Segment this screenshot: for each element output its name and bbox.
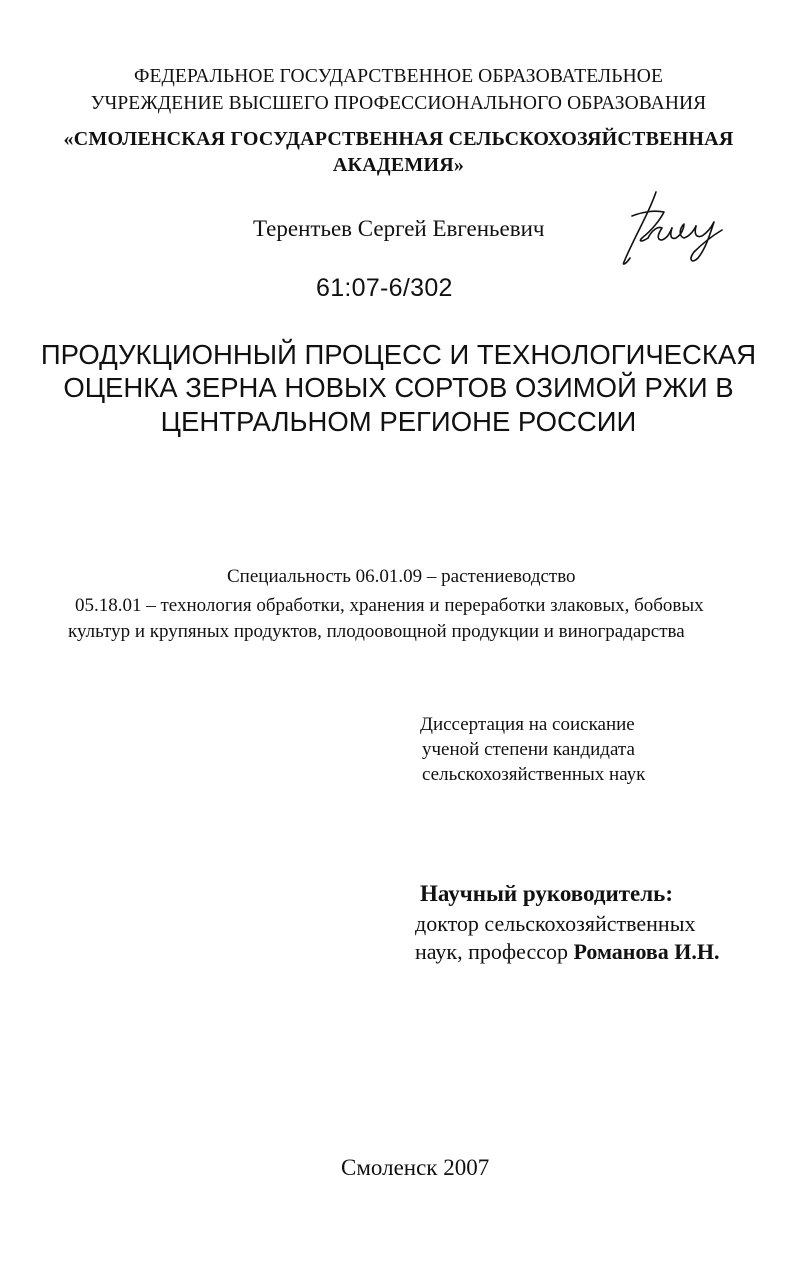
org-line-2: УЧРЕЖДЕНИЕ ВЫСШЕГО ПРОФЕССИОНАЛЬНОГО ОБРАЗОВАНИЯ xyxy=(90,93,707,114)
author-name: Терентьев Сергей Евгеньевич xyxy=(253,216,545,241)
thesis-title-line-3: ЦЕНТРАЛЬНОМ РЕГИОНЕ РОССИИ xyxy=(160,406,637,437)
supervisor-degree: доктор сельскохозяйственных xyxy=(415,911,696,936)
thesis-title-line-1: ПРОДУКЦИОННЫЙ ПРОЦЕСС И ТЕХНОЛОГИЧЕСКАЯ xyxy=(40,339,757,370)
org-line-1: ФЕДЕРАЛЬНОЕ ГОСУДАРСТВЕННОЕ ОБРАЗОВАТЕЛЬНОЕ xyxy=(134,66,663,87)
supervisor-title-line xyxy=(415,939,720,965)
academy-name-line-2: АКАДЕМИЯ» xyxy=(332,154,465,176)
thesis-title-line-2: ОЦЕНКА ЗЕРНА НОВЫХ СОРТОВ ОЗИМОЙ РЖИ В xyxy=(63,372,734,403)
specialty-line-3: культур и крупяных продуктов, плодоовощной продукции и виноградарства xyxy=(68,621,685,642)
dissertation-line-3: сельскохозяйственных наук xyxy=(422,764,646,785)
catalog-code: 61:07-6/302 xyxy=(316,274,453,302)
specialty-line-2: 05.18.01 – технология обработки, хранения и переработки злаковых, бобовых xyxy=(75,595,704,616)
dissertation-line-2: ученой степени кандидата xyxy=(422,739,635,760)
dissertation-line-1: Диссертация на соискание xyxy=(420,714,635,735)
supervisor-rank: наук, профессор xyxy=(415,939,574,964)
city-year: Смоленск 2007 xyxy=(341,1155,490,1180)
supervisor-heading: Научный руководитель: xyxy=(420,881,673,906)
handwritten-signature xyxy=(612,186,732,270)
supervisor-name: Романова И.Н. xyxy=(573,939,720,964)
academy-name-line-1: «СМОЛЕНСКАЯ ГОСУДАРСТВЕННАЯ СЕЛЬСКОХОЗЯЙСТВЕННАЯ xyxy=(63,128,734,150)
specialty-line-1: Специальность 06.01.09 – растениеводство xyxy=(227,566,576,587)
